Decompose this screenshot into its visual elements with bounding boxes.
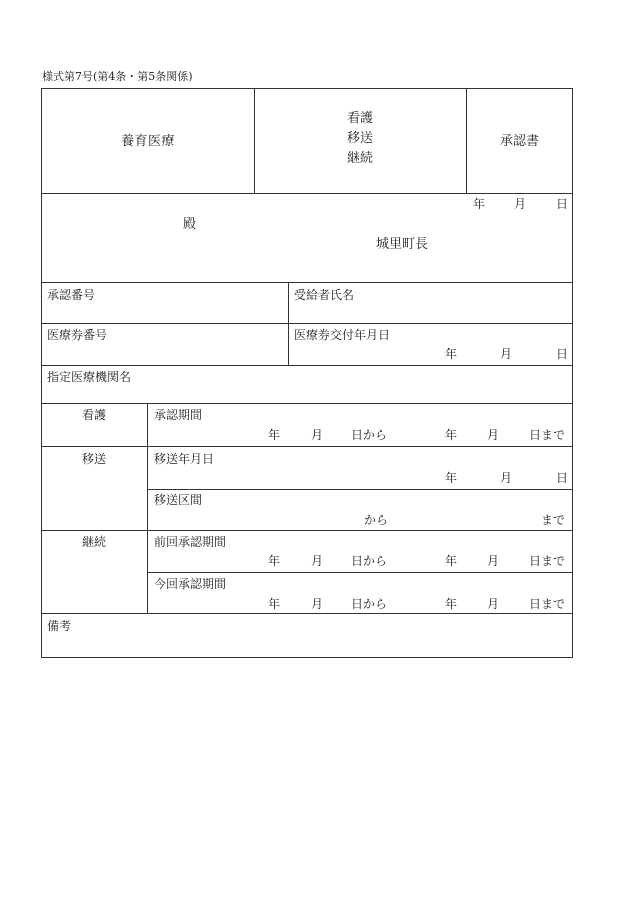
transport-date-day: 日: [556, 471, 569, 485]
header-date-day: 日: [556, 197, 569, 211]
current-from-month: 月: [311, 597, 324, 611]
current-to-day: 日まで: [529, 597, 566, 611]
previous-period-label: 前回承認期間: [154, 535, 227, 549]
previous-from-day: 日から: [351, 554, 388, 568]
issuer-name: 城里町長: [376, 237, 429, 252]
info-column-divider: [288, 282, 289, 366]
current-period-label: 今回承認期間: [154, 577, 227, 591]
title-right: 承認書: [500, 134, 540, 149]
nursing-to-month: 月: [487, 428, 500, 442]
institution-row-bottom: [41, 403, 573, 404]
nursing-from-day: 日から: [351, 428, 388, 442]
form-number-label: 様式第7号(第4条・第5条関係): [42, 70, 193, 83]
header-block-bottom: [41, 282, 573, 283]
continuation-inner-divider: [147, 572, 573, 573]
approval-number-label: 承認番号: [47, 288, 96, 302]
remarks-label: 備考: [47, 619, 72, 633]
ticket-issue-date-label: 医療券交付年月日: [294, 328, 391, 342]
ticket-number-label: 医療券番号: [47, 328, 108, 342]
title-divider-2: [466, 88, 467, 194]
previous-to-day: 日まで: [529, 554, 566, 568]
addressee-honorific: 殿: [183, 217, 197, 232]
transport-date-year: 年: [445, 471, 458, 485]
transport-route-until: まで: [541, 513, 566, 527]
frame-top-border: [41, 88, 573, 89]
title-divider-1: [254, 88, 255, 194]
title-left: 養育医療: [121, 134, 176, 149]
current-from-day: 日から: [351, 597, 388, 611]
title-middle-continuation: 継続: [347, 151, 374, 166]
header-date-year: 年: [473, 197, 486, 211]
frame-left-border: [41, 88, 42, 658]
frame-bottom-border: [41, 657, 573, 658]
transport-route-label: 移送区間: [154, 493, 203, 507]
transport-route-from: から: [364, 513, 389, 527]
transport-date-month: 月: [500, 471, 513, 485]
section-column-divider: [147, 403, 148, 614]
nursing-row-bottom: [41, 446, 573, 447]
nursing-to-year: 年: [445, 428, 458, 442]
ticket-row-bottom: [41, 365, 573, 366]
nursing-period-label: 承認期間: [154, 408, 203, 422]
current-to-year: 年: [445, 597, 458, 611]
ticket-issue-year: 年: [445, 347, 458, 361]
transport-date-label: 移送年月日: [154, 452, 215, 466]
header-date-month: 月: [514, 197, 527, 211]
title-middle-nursing: 看護: [347, 111, 374, 126]
title-row-bottom: [41, 193, 573, 194]
ticket-issue-month: 月: [500, 347, 513, 361]
previous-to-year: 年: [445, 554, 458, 568]
current-to-month: 月: [487, 597, 500, 611]
approval-row-bottom: [41, 323, 573, 324]
nursing-from-month: 月: [311, 428, 324, 442]
ticket-issue-day: 日: [556, 347, 569, 361]
nursing-from-year: 年: [268, 428, 281, 442]
previous-from-month: 月: [311, 554, 324, 568]
previous-to-month: 月: [487, 554, 500, 568]
nursing-section-label: 看護: [82, 408, 107, 422]
designated-institution-label: 指定医療機関名: [47, 370, 132, 384]
recipient-name-label: 受給者氏名: [294, 288, 355, 302]
transport-inner-divider: [147, 489, 573, 490]
continuation-row-bottom: [41, 613, 573, 614]
title-middle-transport: 移送: [347, 131, 374, 146]
nursing-to-day: 日まで: [529, 428, 566, 442]
transport-section-label: 移送: [82, 452, 107, 466]
current-from-year: 年: [268, 597, 281, 611]
transport-row-bottom: [41, 530, 573, 531]
continuation-section-label: 継続: [82, 535, 107, 549]
previous-from-year: 年: [268, 554, 281, 568]
